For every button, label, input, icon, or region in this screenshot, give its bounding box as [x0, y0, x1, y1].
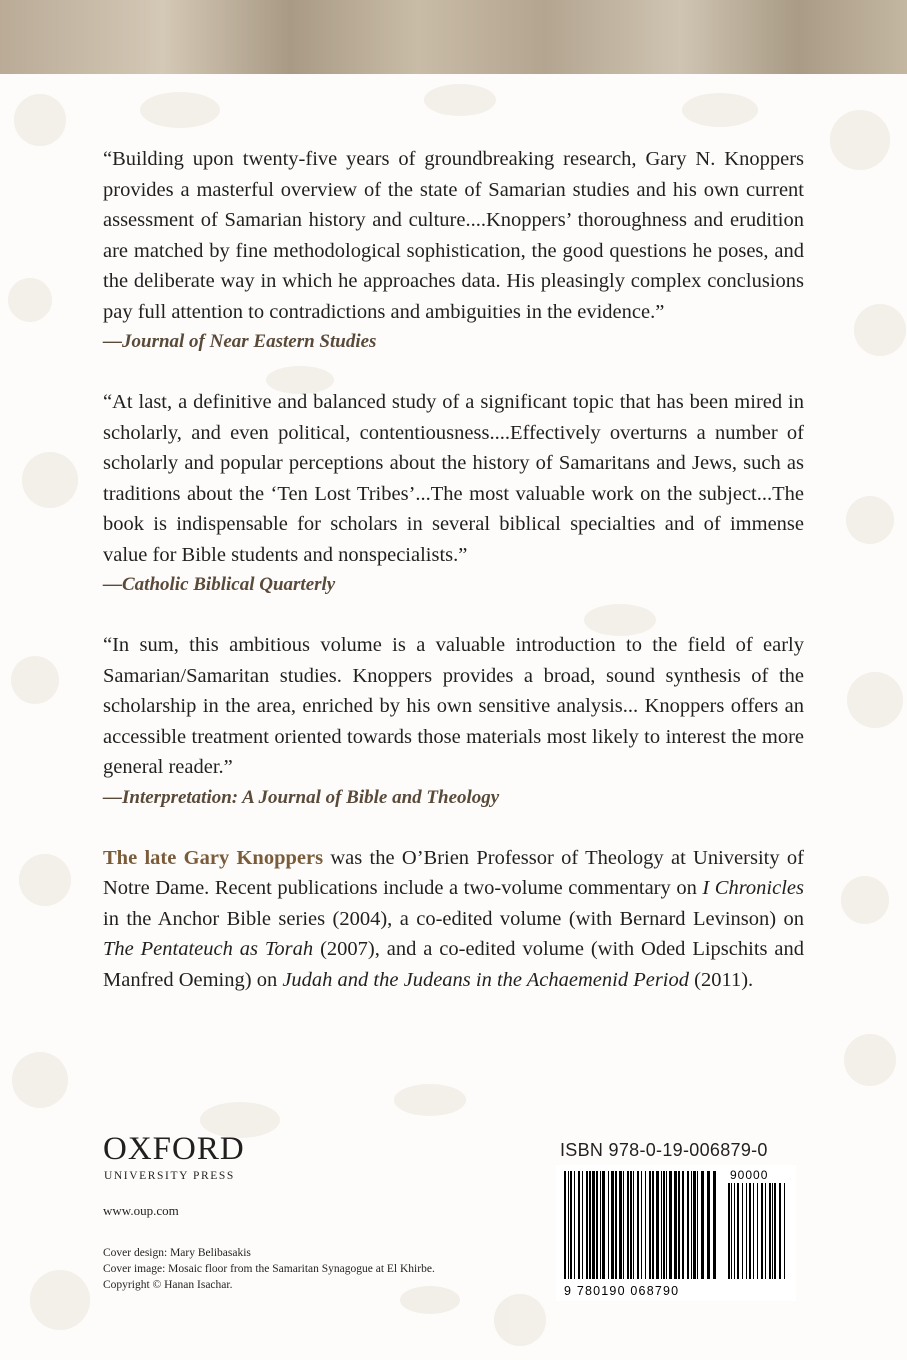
- oxford-logo-subtitle: UNIVERSITY PRESS: [104, 1170, 235, 1182]
- review-source: —Interpretation: A Journal of Bible and Theology: [103, 786, 500, 808]
- isbn-barcode-block: [556, 1140, 796, 1301]
- author-bio: The late Gary Knoppers was the O’Brien Professor of Theology at University of Notre Dame. Recent publications include a two-volume commentary on I Chronicles in the Anchor Bible series (2004), a co-edited volume (with Bernard Levinson) on The Pentateuch as Torah (2007), and a co-edited volume (with Oded Lipschits and Manfred Oeming) on Judah and the Judeans in the Achaemenid Period (2011).: [103, 846, 805, 991]
- review-source: —Journal of Near Eastern Studies: [103, 331, 377, 352]
- image-credit: Cover image: Mosaic floor from the Samaritan Synagogue at El Khirbe.: [103, 1263, 435, 1275]
- review-quote: “At last, a definitive and balanced study of a significant topic that has been mired in scholarly, and even political, contentiousness....Effectively overturns a number of scholarly and popular perceptions about the history of Samaritans and Jews, such as traditions about the ‘Ten Lost Tribes’...The most valuable work on the subject...The book is indispensable for scholars in several biblical specialties and of immense value for Bible students and nonspecialists.”: [103, 391, 804, 566]
- review-quote: “Building upon twenty-five years of groundbreaking research, Gary N. Knoppers provides a masterful overview of the state of Samarian studies and his own current assessment of Samarian history and culture....Knoppers’ thoroughness and erudition are matched by fine methodological sophistication, the good questions he poses, and the deliberate way in which he approaches data. His pleasingly complex conclusions pay full attention to contradictions and ambiguities in the evidence.”: [103, 148, 804, 323]
- review-quote: “In sum, this ambitious volume is a valuable introduction to the field of early Samarian/Samaritan studies. Knoppers provides a broad, sound synthesis of the scholarship in the area, enriched by his own sensitive analysis... Knoppers offers an accessible treatment oriented towards those materials most likely to interest the more general reader.”: [103, 634, 804, 778]
- publisher-block: [103, 1133, 245, 1219]
- cover-credits: [103, 1245, 435, 1293]
- back-cover-text: [103, 144, 804, 995]
- isbn-label: ISBN 978-0-19-006879-0: [560, 1140, 768, 1160]
- book-title: The Pentateuch as Torah: [103, 938, 314, 960]
- publisher-website: www.oup.com: [103, 1203, 179, 1218]
- oxford-logo: OXFORD: [103, 1131, 245, 1167]
- barcode-graphic: [562, 1169, 790, 1299]
- copyright-credit: Copyright © Hanan Isachar.: [103, 1279, 233, 1291]
- barcode-addon-digits: 90000: [730, 1169, 769, 1182]
- barcode-digits: 9 780190 068790: [564, 1284, 680, 1298]
- design-credit: Cover design: Mary Belibasakis: [103, 1247, 251, 1259]
- review-source: —Catholic Biblical Quarterly: [103, 574, 336, 595]
- book-title: I Chronicles: [702, 877, 804, 899]
- mosaic-header-image: [0, 0, 907, 74]
- author-name: The late Gary Knoppers: [103, 846, 324, 869]
- barcode: [556, 1165, 796, 1301]
- book-title: Judah and the Judeans in the Achaemenid Period: [282, 968, 690, 991]
